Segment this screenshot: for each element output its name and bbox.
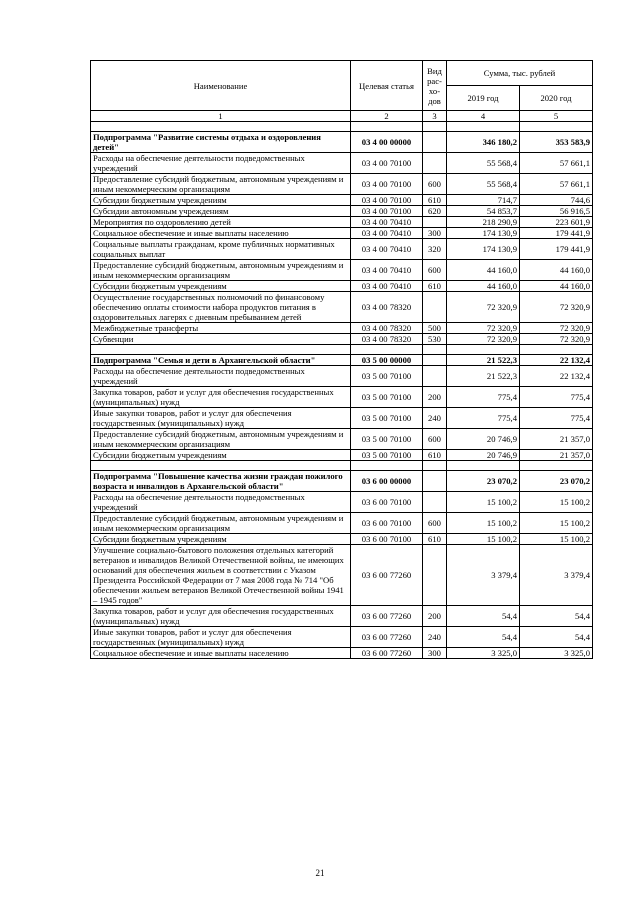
row-expense-type: 610 [423,195,447,206]
row-name: Социальное обеспечение и иные выплаты населению [91,228,351,239]
row-amount-2020: 744,6 [520,195,593,206]
empty-cell [423,461,447,471]
spacer-row [91,122,593,132]
empty-cell [351,345,423,355]
row-amount-2020: 3 379,4 [520,545,593,606]
row-expense-type: 200 [423,606,447,627]
row-target-code: 03 6 00 77260 [351,545,423,606]
row-expense-type: 610 [423,534,447,545]
header-year-2019: 2019 год [447,86,520,111]
row-amount-2020: 179 441,9 [520,239,593,260]
table-row [91,606,593,627]
row-target-code: 03 6 00 77260 [351,648,423,659]
empty-cell [91,345,351,355]
budget-table [90,60,593,659]
row-expense-type: 500 [423,323,447,334]
row-expense-type: 300 [423,228,447,239]
column-index: 3 [423,111,447,122]
row-expense-type: 300 [423,648,447,659]
empty-cell [351,122,423,132]
row-expense-type: 610 [423,450,447,461]
row-expense-type: 600 [423,513,447,534]
table-row [91,217,593,228]
row-name: Закупка товаров, работ и услуг для обеспечения государственных (муниципальных) нужд [91,606,351,627]
empty-cell [520,345,593,355]
subprogram-row [91,355,593,366]
empty-cell [91,122,351,132]
table-row [91,513,593,534]
row-amount-2020: 57 661,1 [520,153,593,174]
row-expense-type: 600 [423,174,447,195]
empty-cell [447,122,520,132]
table-row [91,408,593,429]
row-target-code: 03 5 00 70100 [351,450,423,461]
row-amount-2019: 3 379,4 [447,545,520,606]
row-target-code: 03 4 00 70410 [351,260,423,281]
row-amount-2019: 72 320,9 [447,334,520,345]
table-row [91,292,593,323]
row-name: Подпрограмма "Повышение качества жизни граждан пожилого возраста и инвалидов в Архангельской области" [91,471,351,492]
empty-cell [447,461,520,471]
row-target-code: 03 4 00 78320 [351,292,423,323]
subprogram-row [91,471,593,492]
row-name: Осуществление государственных полномочий по финансовому обеспечению оплаты стоимости набора продуктов питания в оздоровительных лагерях с дневным пребыванием детей [91,292,351,323]
row-name: Расходы на обеспечение деятельности подведомственных учреждений [91,492,351,513]
row-amount-2020: 21 357,0 [520,450,593,461]
row-amount-2020: 775,4 [520,408,593,429]
row-name: Расходы на обеспечение деятельности подведомственных учреждений [91,366,351,387]
row-amount-2019: 174 130,9 [447,228,520,239]
row-amount-2020: 15 100,2 [520,513,593,534]
header-name: Наименование [91,61,351,111]
row-expense-type: 200 [423,387,447,408]
row-target-code: 03 6 00 70100 [351,492,423,513]
row-expense-type [423,471,447,492]
row-name: Подпрограмма "Семья и дети в Архангельской области" [91,355,351,366]
row-target-code: 03 6 00 70100 [351,513,423,534]
row-name: Мероприятия по оздоровлению детей [91,217,351,228]
row-target-code: 03 4 00 70100 [351,206,423,217]
row-amount-2019: 55 568,4 [447,153,520,174]
header-type: Вид рас-хо-дов [423,61,447,111]
header-year-2020: 2020 год [520,86,593,111]
row-amount-2019: 3 325,0 [447,648,520,659]
row-amount-2020: 23 070,2 [520,471,593,492]
row-expense-type [423,355,447,366]
empty-cell [423,345,447,355]
row-expense-type: 620 [423,206,447,217]
table-row [91,627,593,648]
row-amount-2020: 353 583,9 [520,132,593,153]
row-name: Предоставление субсидий бюджетным, автономным учреждениям и иным некоммерческим организациям [91,174,351,195]
table-row [91,334,593,345]
row-amount-2020: 56 916,5 [520,206,593,217]
row-name: Подпрограмма "Развитие системы отдыха и оздоровления детей" [91,132,351,153]
row-expense-type: 530 [423,334,447,345]
row-name: Субсидии бюджетным учреждениям [91,281,351,292]
row-amount-2019: 15 100,2 [447,492,520,513]
row-amount-2019: 21 522,3 [447,355,520,366]
row-name: Субсидии бюджетным учреждениям [91,534,351,545]
header-code: Целевая статья [351,61,423,111]
row-amount-2019: 346 180,2 [447,132,520,153]
spacer-row [91,461,593,471]
row-amount-2019: 15 100,2 [447,513,520,534]
row-amount-2020: 3 325,0 [520,648,593,659]
row-amount-2020: 15 100,2 [520,534,593,545]
row-target-code: 03 6 00 77260 [351,606,423,627]
row-amount-2019: 218 290,9 [447,217,520,228]
row-name: Субсидии бюджетным учреждениям [91,195,351,206]
row-target-code: 03 6 00 70100 [351,534,423,545]
row-amount-2020: 72 320,9 [520,292,593,323]
row-amount-2019: 54 853,7 [447,206,520,217]
row-target-code: 03 5 00 70100 [351,366,423,387]
row-name: Расходы на обеспечение деятельности подведомственных учреждений [91,153,351,174]
row-target-code: 03 4 00 70100 [351,195,423,206]
row-amount-2020: 22 132,4 [520,355,593,366]
row-amount-2019: 775,4 [447,408,520,429]
table-row [91,648,593,659]
empty-cell [520,122,593,132]
row-target-code: 03 5 00 00000 [351,355,423,366]
row-amount-2019: 72 320,9 [447,323,520,334]
row-amount-2020: 223 601,9 [520,217,593,228]
table-row [91,545,593,606]
row-amount-2020: 72 320,9 [520,323,593,334]
row-target-code: 03 5 00 70100 [351,408,423,429]
row-expense-type [423,366,447,387]
row-expense-type: 320 [423,239,447,260]
row-amount-2019: 72 320,9 [447,292,520,323]
table-row [91,323,593,334]
row-amount-2020: 15 100,2 [520,492,593,513]
row-name: Улучшение социально-бытового положения отдельных категорий ветеранов и инвалидов Великой Отечественной войны, не имеющих оснований для обеспечения жильем в соответствии с Указом Президента Российской Федерации от 7 мая 2008 года № 714 "Об обеспечении жильем ветеранов Великой Отечественной войны 1941 – 1945 годов" [91,545,351,606]
row-expense-type [423,217,447,228]
row-target-code: 03 5 00 70100 [351,387,423,408]
empty-cell [520,461,593,471]
row-name: Субсидии бюджетным учреждениям [91,450,351,461]
table-row [91,174,593,195]
header-sum: Сумма, тыс. рублей [447,61,593,86]
empty-cell [423,122,447,132]
row-target-code: 03 4 00 70410 [351,239,423,260]
row-amount-2019: 44 160,0 [447,281,520,292]
row-amount-2019: 20 746,9 [447,429,520,450]
table-row [91,260,593,281]
row-amount-2019: 21 522,3 [447,366,520,387]
row-name: Социальное обеспечение и иные выплаты населению [91,648,351,659]
column-index: 2 [351,111,423,122]
row-name: Предоставление субсидий бюджетным, автономным учреждениям и иным некоммерческим организациям [91,429,351,450]
table-row [91,450,593,461]
row-name: Закупка товаров, работ и услуг для обеспечения государственных (муниципальных) нужд [91,387,351,408]
row-target-code: 03 5 00 70100 [351,429,423,450]
row-amount-2020: 54,4 [520,627,593,648]
row-expense-type [423,292,447,323]
row-name: Иные закупки товаров, работ и услуг для обеспечения государственных (муниципальных) нужд [91,627,351,648]
column-index: 1 [91,111,351,122]
row-expense-type: 600 [423,429,447,450]
row-expense-type: 240 [423,627,447,648]
table-row [91,281,593,292]
table-row [91,366,593,387]
table-row [91,534,593,545]
row-amount-2020: 179 441,9 [520,228,593,239]
row-name: Субсидии автономным учреждениям [91,206,351,217]
table-row [91,429,593,450]
row-amount-2020: 57 661,1 [520,174,593,195]
table-row [91,153,593,174]
row-target-code: 03 4 00 70100 [351,153,423,174]
row-name: Социальные выплаты гражданам, кроме публичных нормативных социальных выплат [91,239,351,260]
row-name: Межбюджетные трансферты [91,323,351,334]
table-row [91,239,593,260]
column-index: 4 [447,111,520,122]
row-name: Субвенции [91,334,351,345]
table-body [91,122,593,659]
row-target-code: 03 4 00 78320 [351,334,423,345]
row-target-code: 03 6 00 77260 [351,627,423,648]
row-amount-2020: 775,4 [520,387,593,408]
row-expense-type: 240 [423,408,447,429]
row-amount-2020: 44 160,0 [520,281,593,292]
row-expense-type: 610 [423,281,447,292]
row-target-code: 03 4 00 70410 [351,217,423,228]
row-target-code: 03 4 00 00000 [351,132,423,153]
row-amount-2019: 44 160,0 [447,260,520,281]
row-amount-2019: 54,4 [447,606,520,627]
row-amount-2020: 21 357,0 [520,429,593,450]
row-name: Предоставление субсидий бюджетным, автономным учреждениям и иным некоммерческим организациям [91,260,351,281]
row-target-code: 03 4 00 78320 [351,323,423,334]
empty-cell [91,461,351,471]
row-amount-2019: 55 568,4 [447,174,520,195]
row-expense-type: 600 [423,260,447,281]
row-amount-2020: 44 160,0 [520,260,593,281]
row-amount-2019: 54,4 [447,627,520,648]
row-target-code: 03 4 00 70100 [351,174,423,195]
table-row [91,228,593,239]
row-amount-2020: 54,4 [520,606,593,627]
row-target-code: 03 6 00 00000 [351,471,423,492]
row-expense-type [423,492,447,513]
spacer-row [91,345,593,355]
row-amount-2019: 775,4 [447,387,520,408]
table-row [91,206,593,217]
row-amount-2019: 714,7 [447,195,520,206]
row-target-code: 03 4 00 70410 [351,281,423,292]
row-name: Предоставление субсидий бюджетным, автономным учреждениям и иным некоммерческим организациям [91,513,351,534]
row-amount-2019: 23 070,2 [447,471,520,492]
row-amount-2019: 174 130,9 [447,239,520,260]
table-row [91,492,593,513]
row-target-code: 03 4 00 70410 [351,228,423,239]
row-amount-2020: 22 132,4 [520,366,593,387]
subprogram-row [91,132,593,153]
table-row [91,195,593,206]
empty-cell [351,461,423,471]
empty-cell [447,345,520,355]
row-expense-type [423,545,447,606]
row-name: Иные закупки товаров, работ и услуг для обеспечения государственных (муниципальных) нужд [91,408,351,429]
row-expense-type [423,132,447,153]
column-index: 5 [520,111,593,122]
row-amount-2020: 72 320,9 [520,334,593,345]
row-amount-2019: 20 746,9 [447,450,520,461]
row-expense-type [423,153,447,174]
page-number: 21 [315,868,325,878]
table-row [91,387,593,408]
row-amount-2019: 15 100,2 [447,534,520,545]
